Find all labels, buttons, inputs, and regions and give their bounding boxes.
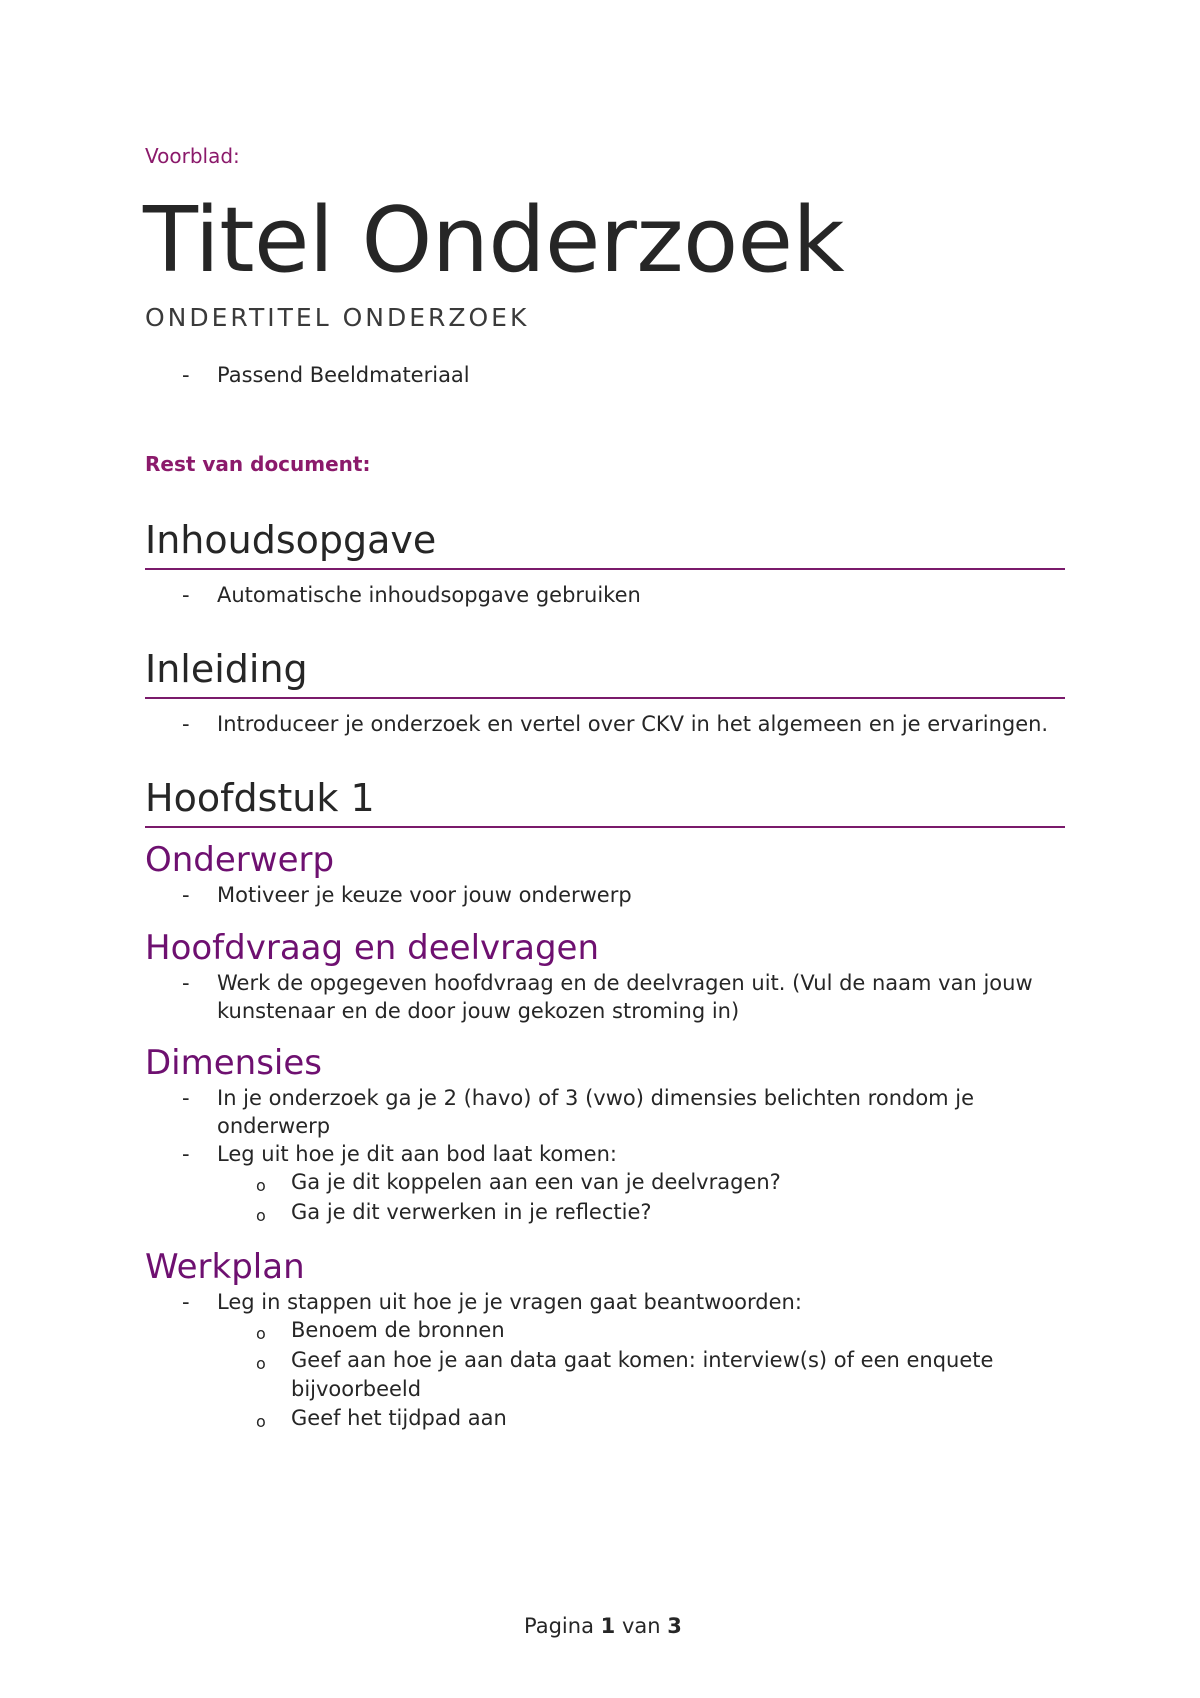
werkplan-bullet: Leg in stappen uit hoe je je vragen gaat beantwoorden: [217,1290,802,1314]
cover-bullet-text: Passend Beeldmateriaal [217,363,470,387]
bullet-dash: - [182,583,190,607]
heading-rule [145,697,1065,699]
heading-hoofdstuk-1: Hoofdstuk 1 [145,776,375,820]
rest-label: Rest van document: [145,452,371,476]
werkplan-sub-item-line1: Geef aan hoe je aan data gaat komen: interview(s) of een enquete [291,1348,994,1372]
sub-bullet-marker: o [256,1324,266,1343]
document-title: Titel Onderzoek [143,188,845,293]
dimensies-bullet1-line1: In je onderzoek ga je 2 (havo) of 3 (vwo) dimensies belichten rondom je [217,1086,975,1110]
heading-hoofdvraag: Hoofdvraag en deelvragen [145,928,600,968]
bullet-dash: - [182,883,190,907]
bullet-dash: - [182,1086,190,1110]
hoofdvraag-bullet-line1: Werk de opgegeven hoofdvraag en de deelvragen uit. (Vul de naam van jouw [217,971,1033,995]
werkplan-sub-item: Geef het tijdpad aan [291,1406,507,1430]
heading-rule [145,826,1065,828]
sub-bullet-marker: o [256,1412,266,1431]
heading-onderwerp: Onderwerp [145,840,335,880]
dimensies-bullet1-line2: onderwerp [217,1114,331,1138]
heading-dimensies: Dimensies [145,1043,323,1083]
bullet-dash: - [182,712,190,736]
page-footer [524,1614,682,1638]
bullet-dash: - [182,1142,190,1166]
werkplan-sub-item: Benoem de bronnen [291,1318,505,1342]
bullet-dash: - [182,363,190,387]
document-subtitle: ONDERTITEL ONDERZOEK [145,303,530,332]
footer-page-number: 1 [600,1614,616,1638]
hoofdvraag-bullet-line2: kunstenaar en de door jouw gekozen stroming in) [217,999,740,1023]
dimensies-sub-item: Ga je dit verwerken in je reflectie? [291,1200,652,1224]
footer-prefix: Pagina [524,1614,594,1638]
dimensies-sub-item: Ga je dit koppelen aan een van je deelvragen? [291,1170,781,1194]
onderwerp-bullet-text: Motiveer je keuze voor jouw onderwerp [217,883,632,907]
footer-total-pages: 3 [667,1614,682,1638]
werkplan-sub-item-line2: bijvoorbeeld [291,1377,422,1401]
heading-werkplan: Werkplan [145,1247,305,1287]
dimensies-bullet2: Leg uit hoe je dit aan bod laat komen: [217,1142,617,1166]
bullet-dash: - [182,1290,190,1314]
cover-label: Voorblad: [145,144,240,168]
inhoudsopgave-bullet-text: Automatische inhoudsopgave gebruiken [217,583,641,607]
heading-rule [145,568,1065,570]
sub-bullet-marker: o [256,1354,266,1373]
heading-inleiding: Inleiding [145,647,308,691]
footer-middle: van [621,1614,661,1638]
sub-bullet-marker: o [256,1176,266,1195]
sub-bullet-marker: o [256,1206,266,1225]
inleiding-bullet-text: Introduceer je onderzoek en vertel over CKV in het algemeen en je ervaringen. [217,712,1049,736]
heading-inhoudsopgave: Inhoudsopgave [145,518,437,562]
bullet-dash: - [182,971,190,995]
